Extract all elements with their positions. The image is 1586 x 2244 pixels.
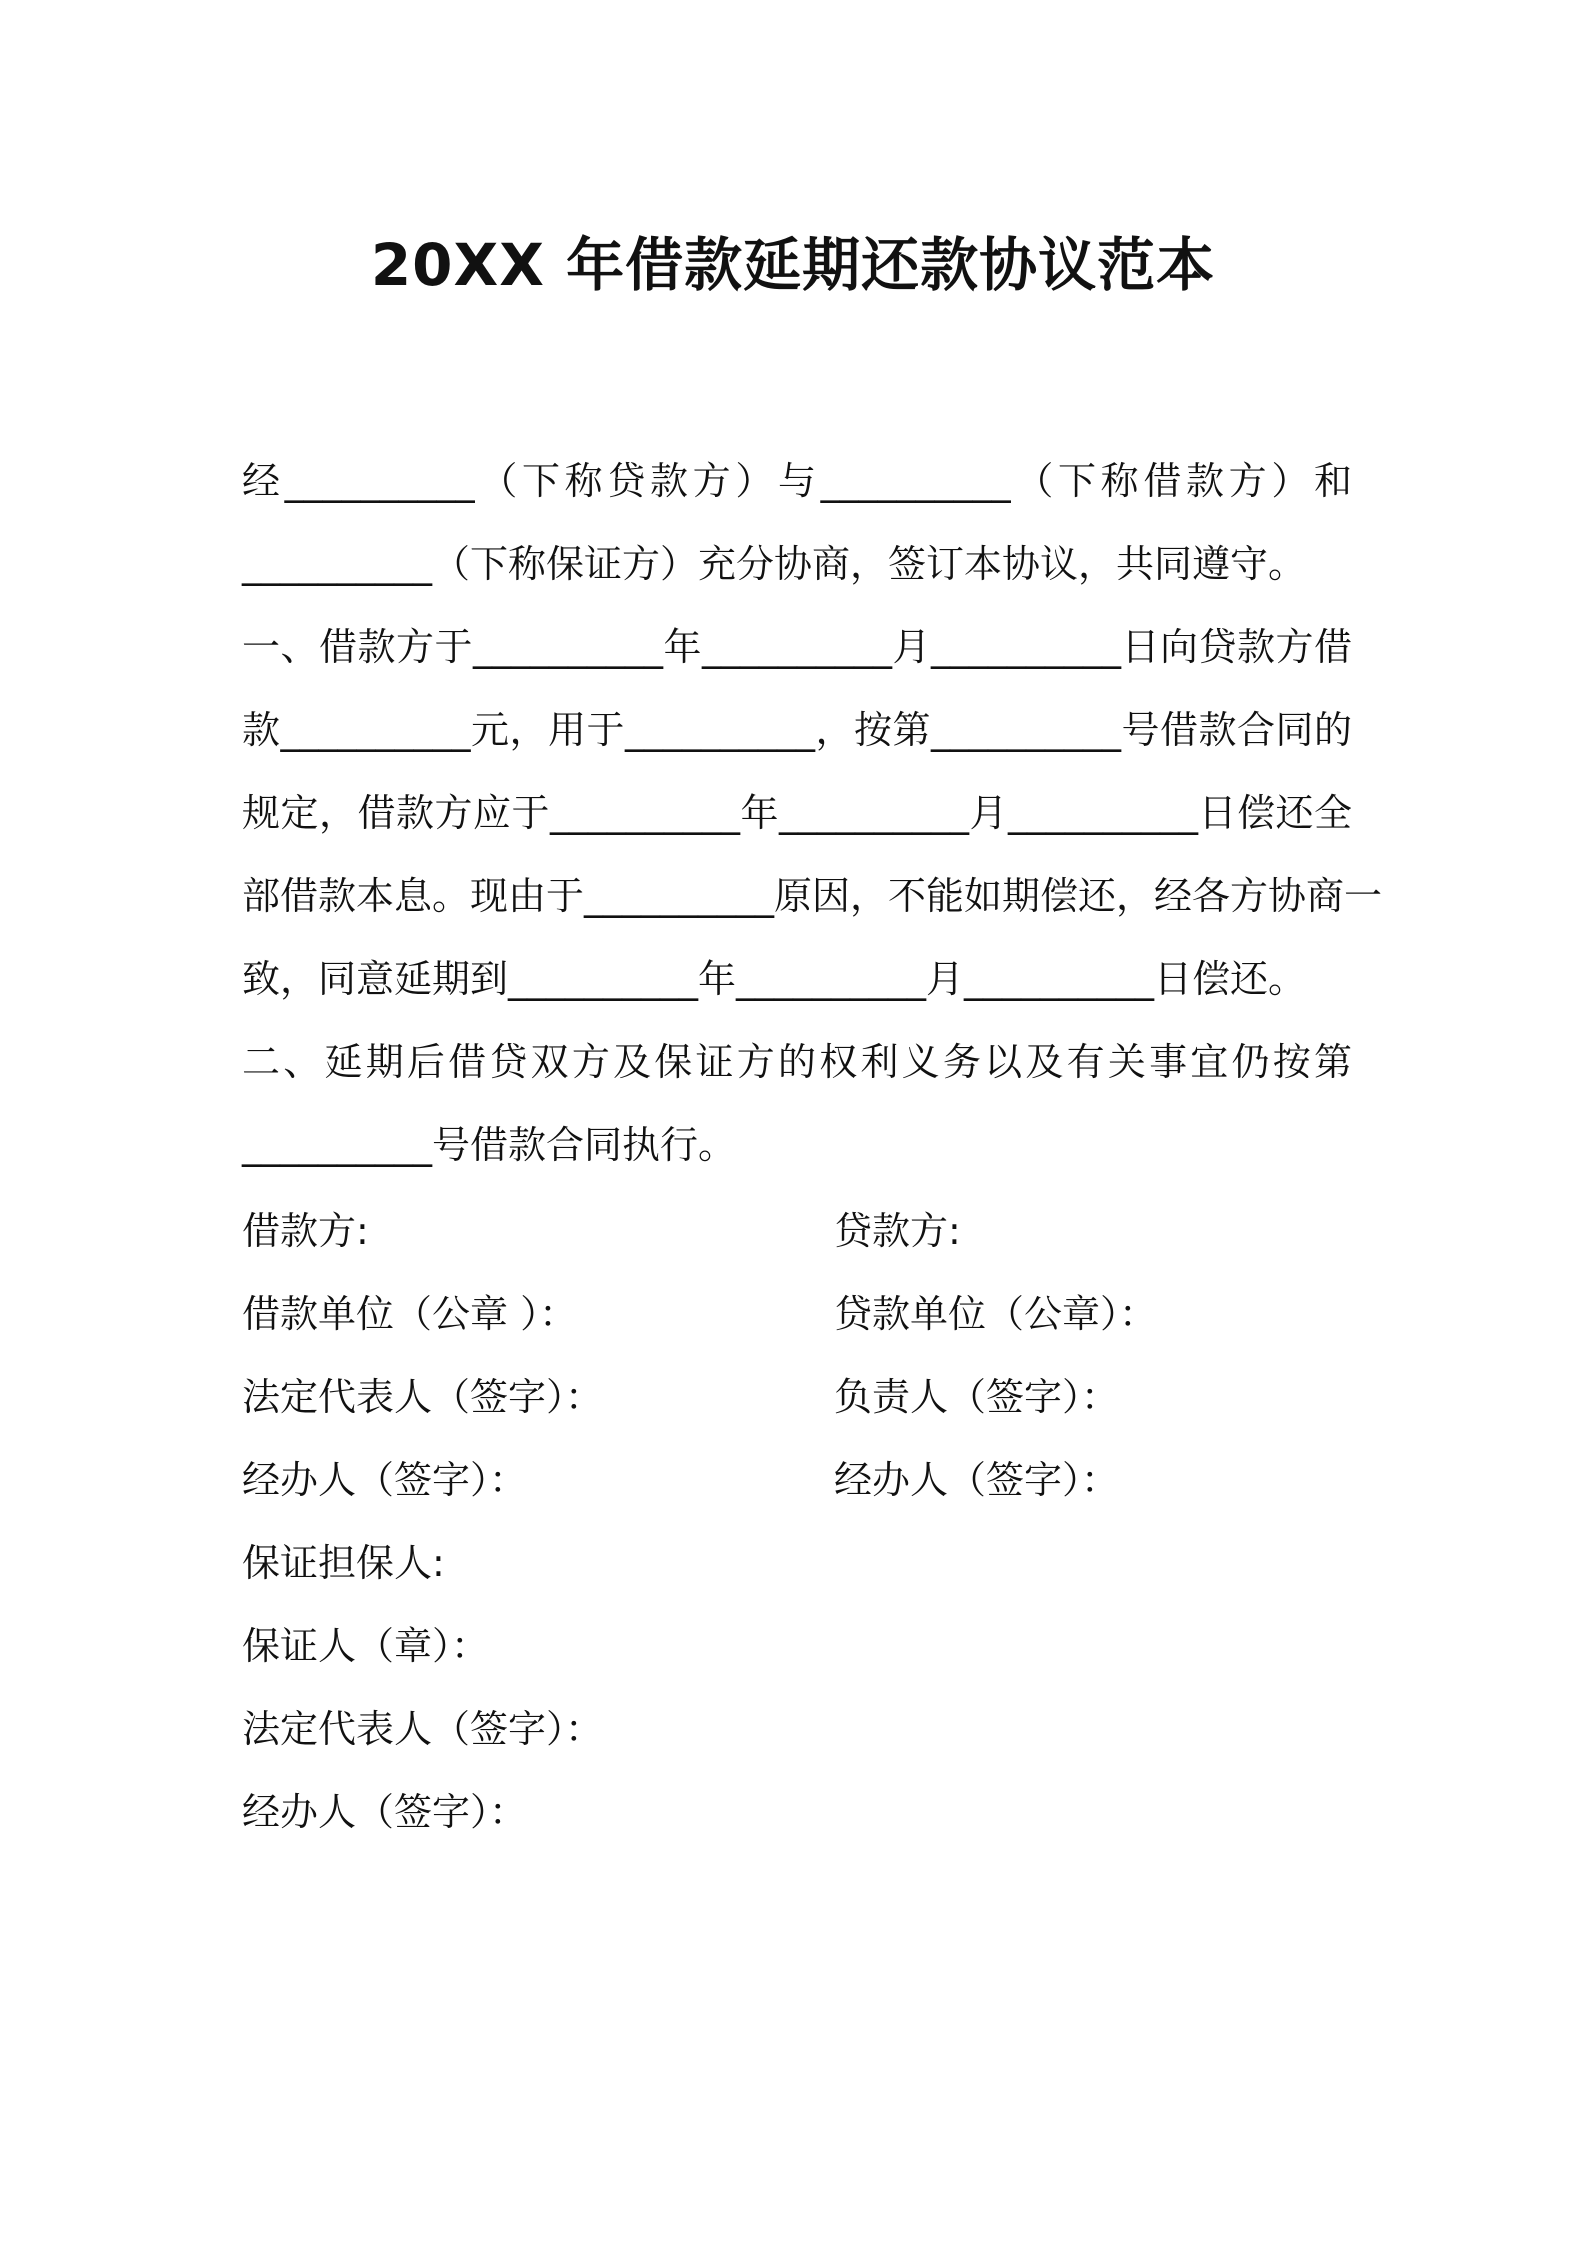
borrower-handler: 经办人（签字）： <box>242 1458 528 1502</box>
lender-heading: 贷款方: <box>834 1209 961 1253</box>
borrower-heading: 借款方: <box>242 1209 369 1253</box>
body-line-7: 致，同意延期到__________年__________月__________日偿还。 <box>242 957 1307 1001</box>
guarantor-legal-rep: 法定代表人（签字）： <box>242 1707 604 1751</box>
document-title: 20XX 年借款延期还款协议范本 <box>370 231 1216 299</box>
lender-unit-seal: 贷款单位（公章）： <box>834 1292 1158 1336</box>
body-line-1: 经__________（下称贷款方）与__________（下称借款方）和 <box>242 459 1352 503</box>
lender-handler: 经办人（签字）： <box>834 1458 1120 1502</box>
borrower-unit-seal: 借款单位（公章 ）： <box>242 1292 578 1336</box>
body-line-2: __________（下称保证方）充分协商，签订本协议，共同遵守。 <box>242 542 1307 586</box>
body-line-4: 款__________元，用于__________，按第__________号借款合同的 <box>242 708 1352 752</box>
body-line-3: 一、借款方于__________年__________月__________日向贷款方借 <box>242 625 1352 669</box>
borrower-legal-rep: 法定代表人（签字）： <box>242 1375 604 1419</box>
body-line-9: __________号借款合同执行。 <box>242 1123 737 1167</box>
body-line-8: 二、延期后借贷双方及保证方的权利义务以及有关事宜仍按第 <box>242 1040 1352 1084</box>
guarantor-handler: 经办人（签字）： <box>242 1790 528 1834</box>
guarantor-seal: 保证人（章）： <box>242 1624 490 1668</box>
body-line-5: 规定，借款方应于__________年__________月__________日偿还全 <box>242 791 1352 835</box>
lender-responsible: 负责人（签字）： <box>834 1375 1120 1419</box>
body-line-6: 部借款本息。现由于__________原因，不能如期偿还，经各方协商一 <box>242 874 1383 918</box>
guarantor-heading: 保证担保人: <box>242 1541 445 1585</box>
